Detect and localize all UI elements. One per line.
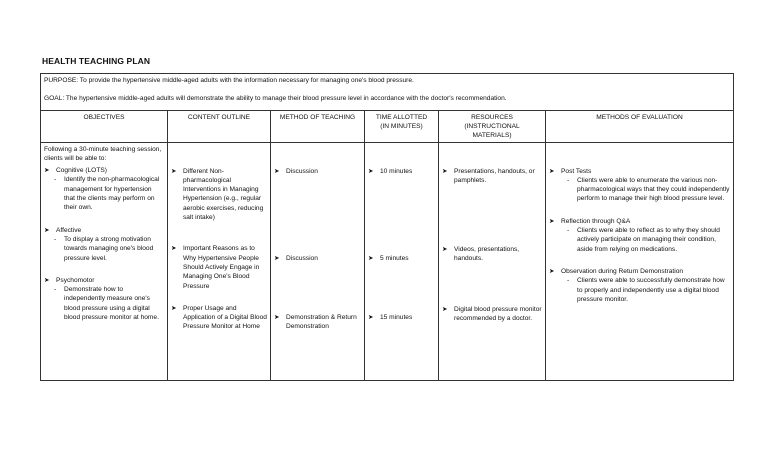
- arrow-bullet-icon: ➤: [44, 167, 50, 175]
- dash-bullet-icon: -: [567, 277, 570, 285]
- arrow-bullet-icon: ➤: [171, 167, 177, 175]
- evaluation-item: [549, 167, 730, 204]
- arrow-bullet-icon: ➤: [442, 167, 448, 175]
- objective-detail: Demonstrate how to independently measure one's blood pressure using a digital blood pressure monitor at home.: [64, 286, 159, 322]
- dash-bullet-icon: -: [54, 286, 57, 294]
- objective-item: [44, 226, 164, 263]
- goal-label: GOAL:: [44, 95, 65, 103]
- arrow-bullet-icon: ➤: [368, 254, 374, 262]
- evaluation-label: Post Tests: [561, 167, 592, 175]
- resource-item: [442, 167, 542, 186]
- arrow-bullet-icon: ➤: [442, 246, 448, 254]
- evaluation-item: [549, 217, 730, 254]
- objective-item: [44, 166, 164, 212]
- evaluation-detail: Clients were able to enumerate the various non-pharmacological ways that they could independently perform to manage their high blood pressure level.: [577, 176, 730, 203]
- method-cell: [271, 142, 365, 380]
- objective-label: Affective: [56, 226, 82, 234]
- method-item: [274, 167, 361, 176]
- arrow-bullet-icon: ➤: [274, 254, 280, 262]
- time-cell: [365, 142, 439, 380]
- time-text: 5 minutes: [380, 254, 409, 262]
- header-resources: RESOURCES (INSTRUCTIONAL MATERIALS): [439, 110, 546, 142]
- goal-line: [44, 94, 730, 103]
- arrow-bullet-icon: ➤: [44, 276, 50, 284]
- time-item: [368, 254, 435, 263]
- header-method-of-teaching: METHOD OF TEACHING: [271, 110, 365, 142]
- resource-text: Digital blood pressure monitor recommended by a doctor.: [454, 305, 542, 323]
- document-title: HEALTH TEACHING PLAN: [42, 56, 151, 66]
- arrow-bullet-icon: ➤: [368, 167, 374, 175]
- purpose-text: To provide the hypertensive middle-aged adults with the information necessary for managing one's blood pressure.: [79, 77, 414, 84]
- method-text: Discussion: [286, 167, 318, 175]
- arrow-bullet-icon: ➤: [171, 304, 177, 312]
- arrow-bullet-icon: ➤: [442, 305, 448, 313]
- resource-item: [442, 245, 542, 264]
- arrow-bullet-icon: ➤: [44, 226, 50, 234]
- header-content-outline: CONTENT OUTLINE: [168, 110, 271, 142]
- content-text: Important Reasons as to Why Hypertensive People Should Actively Engage in Managing One's Blood Pressure: [183, 245, 260, 290]
- arrow-bullet-icon: ➤: [368, 314, 374, 322]
- resource-text: Videos, presentations, handouts.: [454, 246, 520, 263]
- dash-bullet-icon: -: [567, 227, 570, 235]
- purpose-line: [44, 76, 730, 85]
- teaching-plan-table: [40, 73, 734, 381]
- time-text: 10 minutes: [380, 167, 413, 175]
- header-row: [41, 110, 734, 142]
- objective-detail: Identify the non-pharmacological management for hypertension that the clients may perform on their own.: [64, 176, 160, 212]
- objective-label: Cognitive (LOTS): [56, 167, 107, 175]
- plan-body-row: [41, 142, 734, 380]
- arrow-bullet-icon: ➤: [171, 245, 177, 253]
- content-item: [171, 244, 267, 290]
- time-item: [368, 313, 435, 322]
- content-outline-cell: [168, 142, 271, 380]
- content-item: [171, 167, 267, 223]
- method-text: Discussion: [286, 254, 318, 262]
- resource-text: Presentations, handouts, or pamphlets.: [454, 167, 535, 184]
- purpose-label: PURPOSE:: [44, 77, 79, 84]
- goal-text: The hypertensive middle-aged adults will demonstrate the ability to manage their blood pressure level in accordance with the doctor's recommendation.: [65, 95, 507, 103]
- arrow-bullet-icon: ➤: [549, 267, 555, 275]
- resource-item: [442, 305, 542, 324]
- objective-label: Psychomotor: [56, 276, 95, 284]
- arrow-bullet-icon: ➤: [549, 217, 555, 225]
- header-methods-of-evaluation: METHODS OF EVALUATION: [546, 110, 734, 142]
- resources-cell: [439, 142, 546, 380]
- evaluation-label: Observation during Return Demonstration: [561, 267, 684, 275]
- purpose-row: [41, 74, 734, 111]
- arrow-bullet-icon: ➤: [274, 314, 280, 322]
- evaluation-label: Reflection through Q&A: [561, 217, 631, 225]
- dash-bullet-icon: -: [54, 235, 57, 243]
- arrow-bullet-icon: ➤: [549, 167, 555, 175]
- dash-bullet-icon: -: [54, 176, 57, 184]
- objectives-cell: [41, 142, 168, 380]
- method-item: [274, 254, 361, 263]
- time-item: [368, 167, 435, 176]
- dash-bullet-icon: -: [567, 176, 570, 184]
- evaluation-detail: Clients were able to reflect as to why they should actively participate on managing their condition, aside from relying on medications.: [577, 227, 720, 253]
- evaluation-detail: Clients were able to successfully demonstrate how to properly and independently use a digital blood pressure monitor.: [577, 277, 725, 303]
- time-text: 15 minutes: [380, 314, 413, 322]
- evaluation-item: [549, 267, 730, 304]
- header-objectives: OBJECTIVES: [41, 110, 168, 142]
- content-item: [171, 304, 267, 332]
- header-time-allotted: TIME ALLOTTED (IN MINUTES): [365, 110, 439, 142]
- objective-item: [44, 276, 164, 322]
- arrow-bullet-icon: ➤: [274, 167, 280, 175]
- method-item: [274, 313, 361, 332]
- method-text: Demonstration & Return Demonstration: [286, 314, 357, 331]
- content-text: Proper Usage and Application of a Digital Blood Pressure Monitor at Home: [183, 304, 267, 331]
- content-text: Different Non-pharmacological Interventions in Managing Hypertension (e.g., regular aerobic exercises, reducing salt intake): [183, 167, 264, 222]
- objective-detail: To display a strong motivation towards managing one's blood pressure level.: [64, 235, 154, 262]
- objectives-intro: Following a 30-minute teaching session, clients will be able to:: [44, 145, 162, 162]
- evaluation-cell: [546, 142, 734, 380]
